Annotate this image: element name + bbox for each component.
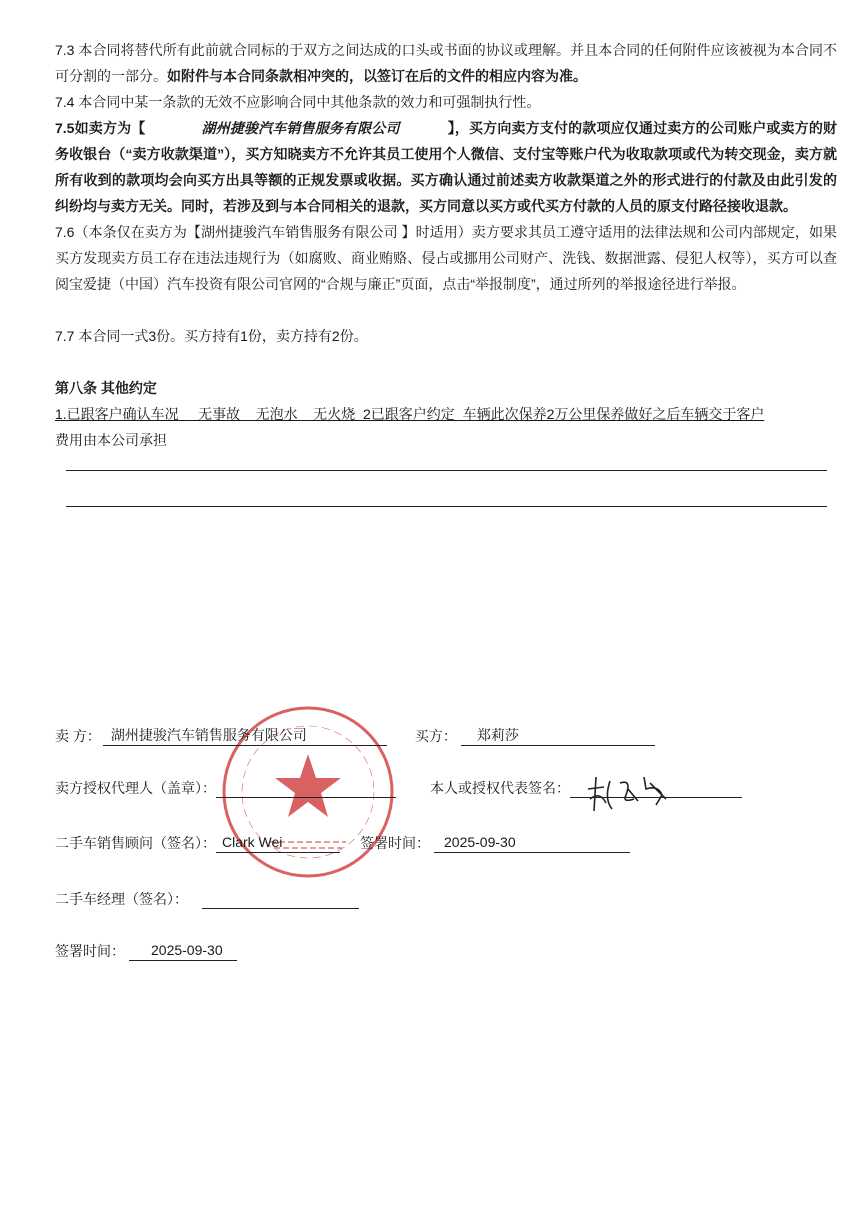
advisor-row (55, 829, 837, 853)
rep-label: 本人或授权代表签名： (430, 780, 570, 796)
sign-time-label: 签署时间： (360, 835, 430, 851)
manager-field (202, 888, 359, 909)
contract-body (55, 37, 837, 507)
advisor-field: Clark Wei (216, 832, 340, 853)
date-row (55, 937, 837, 961)
clause-text: 7.3 本合同将替代所有此前就合同标的于双方之间达成的口头或书面的协议或理解。并且本合同的任何附件应该被视为本合同不可分割的一部分。 (55, 42, 837, 84)
clause-text: 7.5如卖方为【 (55, 120, 146, 136)
seller-buyer-row (55, 722, 837, 746)
manager-row (55, 885, 837, 909)
clause-7-3 (55, 37, 837, 89)
seller-field: 湖州捷骏汽车销售服务有限公司 (103, 725, 387, 746)
advisor-label: 二手车销售顾问（签名）： (55, 835, 216, 851)
article-8-text (55, 401, 837, 427)
buyer-field: 郑莉莎 (461, 725, 655, 746)
agent-stamp-field (216, 777, 396, 798)
manager-label: 二手车经理（签名）： (55, 891, 188, 907)
article-8-title: 第八条 其他约定 (55, 380, 157, 396)
clause-7-5 (55, 115, 837, 219)
signature-section (55, 722, 837, 961)
handwritten-signature (582, 769, 682, 819)
date-field: 2025-09-30 (129, 940, 237, 961)
clause-text: 】，买方向卖方支付的款项应仅通过卖方的公司账户或卖方的财务收银台（“卖方收款渠道”），买方知晓卖方不允许其员工使用个人微信、支付宝等账户代为收取款项或代为转交现金，卖方就所有收到的款项均会向买方出具等额的正规发票或收据。买方确认通过前述卖方收款渠道之外的形式进行的付款及由此引发的纠纷均与卖方无关。同时，若涉及到与本合同相关的退款，买方同意以买方或代买方付款的人员的原支付路径接收退款。 (55, 120, 838, 214)
clause-7-4: 7.4 本合同中某一条款的无效不应影响合同中其他条款的效力和可强制执行性。 (55, 94, 541, 110)
clause-7-7: 7.7 本合同一式3份。买方持有1份，卖方持有2份。 (55, 328, 368, 344)
blank-line (66, 506, 827, 507)
date-label: 签署时间： (55, 943, 125, 959)
blank-line (66, 470, 827, 471)
agent-label: 卖方授权代理人（盖章）： (55, 780, 216, 796)
article-8-text2: 费用由本公司承担 (55, 432, 167, 448)
seller-label: 卖 方： (55, 728, 101, 744)
rep-signature-field (570, 777, 742, 798)
buyer-label: 买方： (414, 728, 457, 744)
agent-rep-row (55, 774, 837, 798)
article-8-line1: 1.已跟客户确认车况 无事故 无泡水 无火烧 2已跟客户约定 车辆此次保养2万公里保养做好之后车辆交于客户 (55, 406, 765, 422)
sign-time-field: 2025-09-30 (434, 832, 630, 853)
clause-7-6: 7.6（本条仅在卖方为【湖州捷骏汽车销售服务有限公司 】时适用）卖方要求其员工遵守适用的法律法规和公司内部规定，如果买方发现卖方员工存在违法违规行为（如腐败、商业贿赂、侵占或挪用公司财产、洗钱、数据泄露、侵犯人权等），买方可以查阅宝爱捷（中国）汽车投资有限公司官网的“合规与廉正”页面，点击“举报制度”，通过所列的举报途径进行举报。 (55, 224, 837, 292)
clause-text-bold: 如附件与本合同条款相冲突的，以签订在后的文件的相应内容为准。 (167, 68, 587, 84)
company-name: 湖州捷骏汽车销售服务有限公司 (201, 120, 400, 136)
